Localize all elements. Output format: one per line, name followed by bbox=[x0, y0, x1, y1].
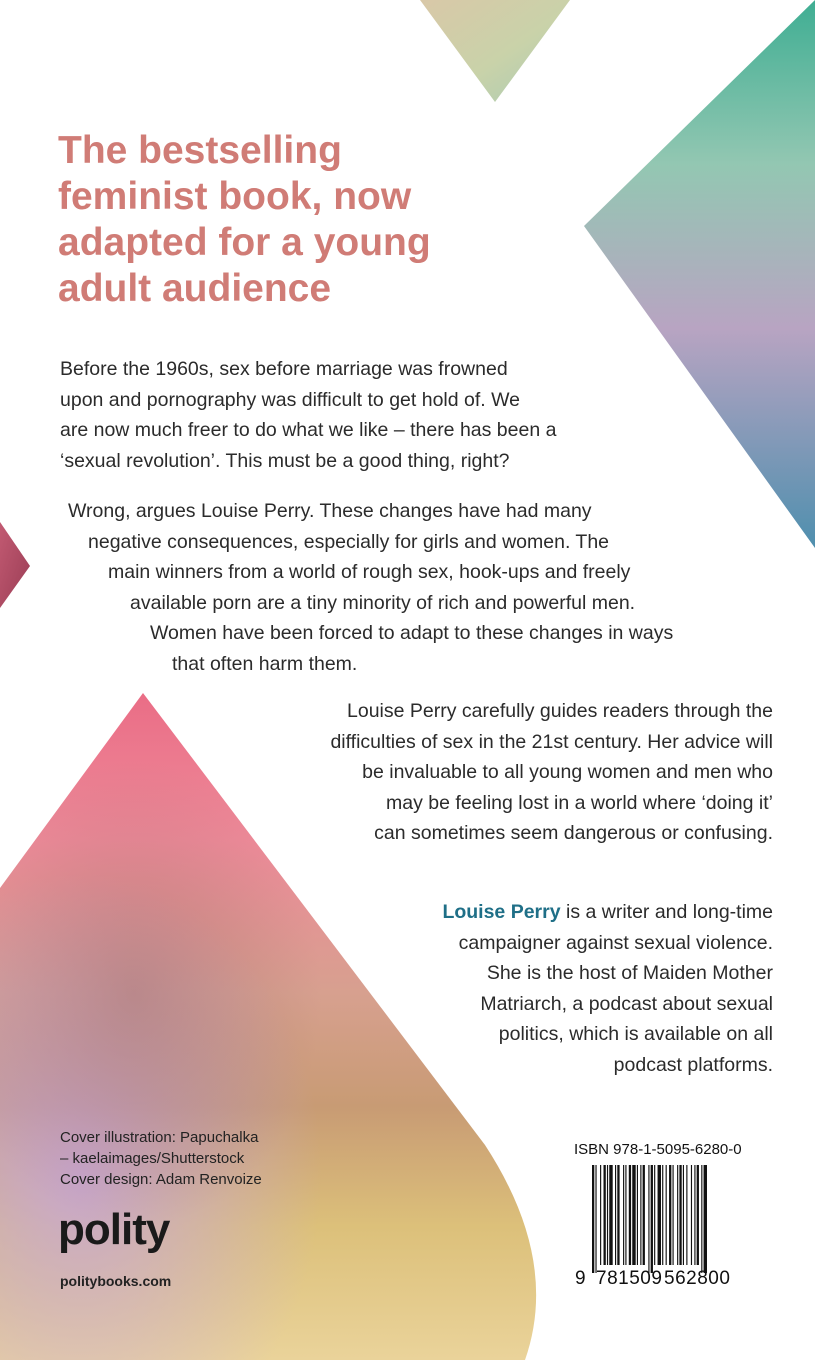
headline-line: adult audience bbox=[58, 267, 332, 310]
argument-line: available porn are a tiny minority of rich and powerful men. bbox=[130, 591, 636, 614]
barcode-bar bbox=[658, 1165, 661, 1265]
top-triangle-shape bbox=[420, 0, 570, 102]
intro-line: Before the 1960s, sex before marriage was frowned bbox=[60, 358, 508, 380]
barcode-bar bbox=[592, 1165, 594, 1273]
barcode-bar bbox=[609, 1165, 612, 1265]
barcode-bar bbox=[632, 1165, 635, 1265]
cover-credits bbox=[60, 1127, 262, 1190]
barcode-bar bbox=[662, 1165, 663, 1265]
guide-line: may be feeling lost in a world where ‘doing it’ bbox=[386, 791, 773, 814]
barcode-bar bbox=[673, 1165, 674, 1265]
intro-paragraph bbox=[60, 354, 556, 476]
barcode-digit-prefix: 9 bbox=[575, 1268, 586, 1289]
polity-logo: polity bbox=[58, 1205, 170, 1254]
credit-line: – kaelaimages/Shutterstock bbox=[60, 1150, 245, 1167]
author-bio bbox=[300, 897, 773, 1080]
barcode-bar bbox=[640, 1165, 641, 1265]
barcode-bar bbox=[643, 1165, 645, 1265]
barcode-bar bbox=[615, 1165, 616, 1265]
barcode-digits-left: 781509 bbox=[596, 1268, 663, 1289]
barcode-bar bbox=[677, 1165, 678, 1265]
barcode-bar bbox=[701, 1165, 702, 1273]
credit-line: Cover design: Adam Renvoize bbox=[60, 1171, 262, 1188]
intro-line: upon and pornography was difficult to get hold of. We bbox=[60, 388, 521, 411]
headline-line: The bestselling bbox=[58, 129, 342, 172]
author-bio-line: She is the host of Maiden Mother bbox=[486, 962, 773, 984]
barcode-bar bbox=[623, 1165, 624, 1265]
barcode-bar bbox=[691, 1165, 692, 1265]
intro-line: are now much freer to do what we like – there has been a bbox=[60, 419, 557, 441]
argument-line: main winners from a world of rough sex, hook-ups and freely bbox=[108, 561, 631, 583]
barcode-bar bbox=[629, 1165, 631, 1265]
author-bio-line: campaigner against sexual violence. bbox=[458, 931, 773, 954]
argument-line: that often harm them. bbox=[172, 652, 358, 675]
credit-line: Cover illustration: Papuchalka bbox=[60, 1129, 259, 1146]
barcode-bar bbox=[654, 1165, 655, 1265]
barcode-bar bbox=[651, 1165, 653, 1273]
author-bio-line: politics, which is available on all bbox=[498, 1023, 773, 1045]
guide-line: Louise Perry carefully guides readers through the bbox=[347, 700, 773, 722]
guide-paragraph bbox=[180, 696, 773, 849]
barcode-bar bbox=[604, 1165, 606, 1265]
barcode-bar bbox=[617, 1165, 619, 1265]
barcode-bar bbox=[637, 1165, 638, 1265]
barcode-bar bbox=[669, 1165, 671, 1265]
author-bio-text: is a writer and long-time bbox=[560, 901, 773, 923]
barcode-bars bbox=[592, 1165, 744, 1273]
barcode-bar bbox=[648, 1165, 649, 1273]
argument-paragraph bbox=[0, 496, 775, 679]
guide-line: difficulties of sex in the 21st century. Her advice will bbox=[330, 730, 773, 753]
isbn-label: ISBN 978-1-5095-6280-0 bbox=[574, 1141, 742, 1158]
argument-line: Women have been forced to adapt to these changes in ways bbox=[150, 622, 674, 644]
barcode-bar bbox=[625, 1165, 626, 1265]
barcode-bar bbox=[666, 1165, 667, 1265]
right-diamond-shape bbox=[584, 0, 815, 548]
barcode-bar bbox=[697, 1165, 699, 1265]
barcode-bar bbox=[683, 1165, 684, 1265]
headline-line: adapted for a young bbox=[58, 221, 431, 264]
barcode-bar bbox=[686, 1165, 687, 1265]
barcode-bar bbox=[679, 1165, 681, 1265]
barcode-bar bbox=[600, 1165, 601, 1265]
author-bio-line: podcast platforms. bbox=[613, 1053, 773, 1076]
barcode-bar bbox=[595, 1165, 596, 1273]
guide-line: can sometimes seem dangerous or confusing. bbox=[374, 822, 773, 844]
guide-line: be invaluable to all young women and men who bbox=[362, 761, 773, 783]
barcode-bar bbox=[607, 1165, 608, 1265]
author-bio-line: Matriarch, a podcast about sexual bbox=[480, 992, 773, 1015]
publisher-url: politybooks.com bbox=[60, 1273, 172, 1289]
headline bbox=[58, 128, 528, 312]
argument-line: negative consequences, especially for girls and women. The bbox=[88, 530, 610, 553]
author-bio-first-line bbox=[300, 897, 773, 928]
author-name: Louise Perry bbox=[442, 901, 561, 923]
barcode-bar bbox=[704, 1165, 707, 1273]
barcode-digits-right: 562800 bbox=[664, 1268, 731, 1289]
argument-line: Wrong, argues Louise Perry. These changes have had many bbox=[68, 500, 592, 522]
isbn-barcode bbox=[572, 1135, 762, 1315]
barcode-bar bbox=[694, 1165, 695, 1265]
headline-line: feminist book, now bbox=[58, 175, 412, 218]
intro-line: ‘sexual revolution’. This must be a good thing, right? bbox=[60, 449, 510, 472]
